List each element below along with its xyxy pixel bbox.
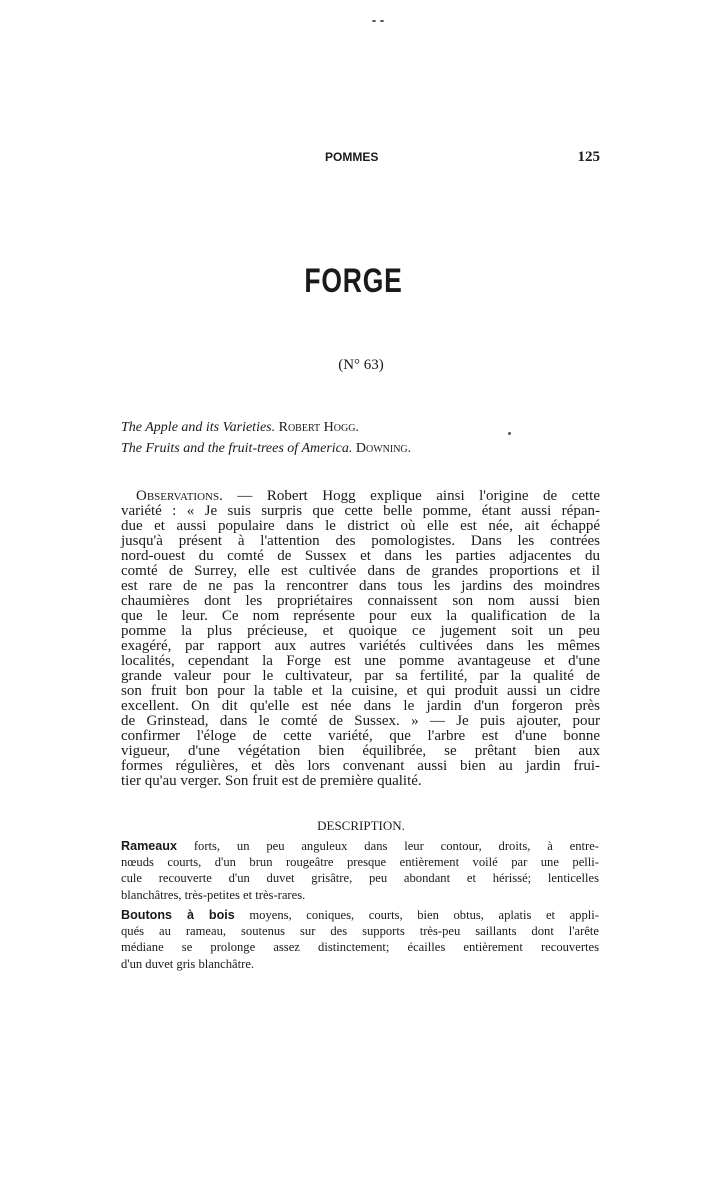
reference-author: Downing.	[355, 441, 412, 456]
text-line: que le leur. Ce nom représente pour eux la qualification de la	[121, 608, 600, 624]
text-line: médiane se prolonge assez distinctement; écailles entièrement recouvertes	[121, 940, 599, 955]
paragraph-label: Observations.	[136, 488, 223, 504]
scan-speck	[508, 432, 511, 435]
text-line: son fruit bon pour la table et la cuisine, et qui produit aussi un cidre	[121, 683, 600, 699]
page-title: FORGE	[304, 262, 403, 300]
text-line: blanchâtres, très-petites et très-rares.	[121, 887, 306, 902]
text-line: grande valeur pour le cultivateur, par sa fertilité, par la qualité de	[121, 668, 600, 684]
text-line	[121, 907, 599, 923]
text-line	[121, 838, 599, 854]
text-line: excellent. On dit qu'elle est née dans le jardin d'un forgeron près	[121, 698, 600, 714]
text-line: exagéré, par rapport aux autres variétés cultivées dans les mêmes	[121, 638, 600, 654]
text-line: jusqu'à présent à l'attention des pomologistes. Dans les contrées	[121, 533, 600, 549]
rameaux-paragraph	[121, 838, 599, 903]
text-line: chaumières dont les propriétaires connaissent son nom aussi bien	[121, 593, 600, 609]
text-line: pomme la plus précieuse, et quoique ce jugement soit un peu	[121, 623, 600, 639]
reference-2	[121, 441, 411, 457]
observations-paragraph	[121, 489, 600, 789]
description-heading: DESCRIPTION.	[317, 818, 405, 833]
text-line: est rare de ne pas la rencontrer dans tous les jardins des moindres	[121, 578, 600, 594]
text-line: due et aussi populaire dans le district où elle est née, ait échappé	[121, 518, 600, 534]
text-line	[121, 489, 600, 504]
text-line: de Grinstead, dans le comté de Sussex. » — Je puis ajouter, pour	[121, 713, 600, 729]
text-line: vigueur, d'une végétation bien équilibrée, se prêtant bien aux	[121, 743, 600, 759]
text-line: variété : « Je suis surpris que cette belle pomme, étant aussi répan-	[121, 503, 600, 519]
text-line: formes régulières, et dès lors convenant aussi bien au jardin frui-	[121, 758, 600, 774]
reference-1	[121, 420, 359, 436]
reference-work: The Apple and its Varieties.	[121, 420, 276, 435]
running-title: POMMES	[325, 150, 379, 164]
scan-speck	[380, 20, 384, 22]
line-text: — Robert Hogg explique ainsi l'origine de cette	[222, 488, 600, 504]
text-line: localités, cependant la Forge est une pomme avantageuse et d'une	[121, 653, 600, 669]
text-line: nœuds courts, d'un brun rougeâtre presque entièrement voilé par une pelli-	[121, 855, 599, 870]
paragraph-label: Boutons à bois	[121, 908, 235, 922]
page-header	[120, 150, 600, 170]
line-text: forts, un peu anguleux dans leur contour, droits, à entre-	[177, 839, 599, 853]
paragraph-label: Rameaux	[121, 839, 178, 853]
boutons-paragraph	[121, 907, 599, 972]
text-line: cule recouverte d'un duvet grisâtre, peu abondant et hérissé; lenticelles	[121, 871, 599, 886]
page-number: 125	[577, 149, 600, 165]
text-line: d'un duvet gris blanchâtre.	[121, 956, 255, 971]
scan-speck	[372, 20, 376, 22]
reference-work: The Fruits and the fruit-trees of America.	[121, 441, 353, 456]
line-text: moyens, coniques, courts, bien obtus, aplatis et appli-	[234, 908, 599, 922]
text-line: nord-ouest du comté de Sussex et dans les parties adjacentes du	[121, 548, 600, 564]
text-line: qués au rameau, soutenus sur des supports très-peu saillants dont l'arête	[121, 924, 599, 939]
text-line: comté de Surrey, elle est cultivée dans de grandes proportions et il	[121, 563, 600, 579]
reference-author: Robert Hogg.	[278, 420, 359, 435]
text-line: confirmer l'éloge de cette variété, que l'arbre est d'une bonne	[121, 728, 600, 744]
variety-number: (N° 63)	[338, 357, 384, 373]
text-line: tier qu'au verger. Son fruit est de première qualité.	[121, 773, 422, 789]
